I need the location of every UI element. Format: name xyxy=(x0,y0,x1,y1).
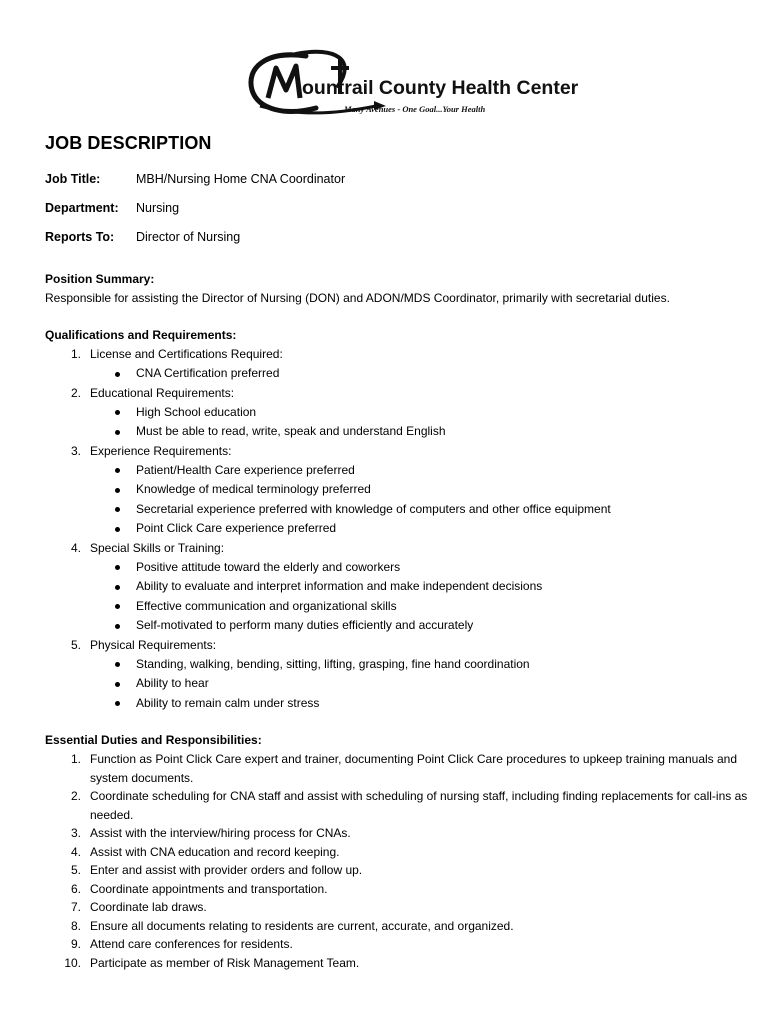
item-number: 1. xyxy=(70,752,81,766)
qualification-item xyxy=(45,636,760,714)
duties-list xyxy=(45,750,760,972)
logo-tagline: Many Avenues - One Goal...Your Health xyxy=(344,104,486,114)
field-value: Director of Nursing xyxy=(136,230,241,244)
bullet-list xyxy=(45,403,760,442)
bullet-item xyxy=(45,616,760,636)
item-number: 9. xyxy=(70,937,81,951)
bullet-text: CNA Certification preferred xyxy=(136,366,280,380)
duty-item xyxy=(45,880,760,899)
bullet-item xyxy=(45,674,760,694)
item-text: Coordinate lab draws. xyxy=(90,900,207,914)
item-text: Assist with the interview/hiring process for CNAs. xyxy=(90,826,351,840)
bullet-item xyxy=(45,500,760,520)
field-label: Department: xyxy=(45,201,119,215)
qualifications-list xyxy=(45,345,760,713)
bullet-item xyxy=(45,519,760,539)
bullet-icon xyxy=(115,682,120,687)
bullet-item xyxy=(45,694,760,714)
item-text: Attend care conferences for residents. xyxy=(90,937,293,951)
item-number: 3. xyxy=(70,443,81,458)
bullet-text: Ability to remain calm under stress xyxy=(136,695,320,710)
item-text: Ensure all documents relating to residents are current, accurate, and organized. xyxy=(90,918,514,933)
bullet-text: Knowledge of medical terminology preferred xyxy=(136,482,371,496)
duty-item xyxy=(45,787,760,824)
duty-item xyxy=(45,750,760,787)
item-text: Assist with CNA education and record keeping. xyxy=(90,844,340,859)
bullet-icon xyxy=(115,624,120,629)
bullet-icon xyxy=(115,430,120,435)
item-number: 2. xyxy=(70,789,81,803)
logo-graphic xyxy=(246,46,579,118)
bullet-text: Ability to evaluate and interpret information and make independent decisions xyxy=(136,579,543,593)
item-number: 7. xyxy=(70,900,81,914)
bullet-text: Point Click Care experience preferred xyxy=(136,521,337,535)
item-text: Coordinate scheduling for CNA staff and assist with scheduling of nursing staff, including finding replacements for call-ins as needed. xyxy=(90,789,748,822)
bullet-item xyxy=(45,558,760,578)
item-number: 10. xyxy=(64,955,81,970)
item-number: 4. xyxy=(70,844,81,859)
item-text: Participate as member of Risk Management Team. xyxy=(90,955,360,970)
bullet-text: Standing, walking, bending, sitting, lifting, grasping, fine hand coordination xyxy=(136,656,530,671)
item-text: Coordinate appointments and transportation. xyxy=(90,881,328,896)
field-label: Job Title: xyxy=(45,172,101,186)
item-number: 1. xyxy=(70,347,81,361)
item-text: Experience Requirements: xyxy=(90,443,232,458)
item-number: 3. xyxy=(70,826,81,840)
bullet-text: Ability to hear xyxy=(136,676,209,690)
bullet-icon xyxy=(115,507,120,512)
duty-item xyxy=(45,954,760,973)
item-number: 8. xyxy=(70,918,81,933)
bullet-icon xyxy=(115,701,120,706)
item-number: 2. xyxy=(70,385,81,400)
duty-item xyxy=(45,843,760,862)
position-summary-title: Position Summary: xyxy=(45,272,155,286)
item-number: 6. xyxy=(70,881,81,896)
bullet-text: High School education xyxy=(136,404,257,419)
duties-title: Essential Duties and Responsibilities: xyxy=(45,733,262,747)
bullet-icon xyxy=(115,488,120,493)
item-text: Educational Requirements: xyxy=(90,385,235,400)
bullet-list xyxy=(45,364,760,384)
item-number: 5. xyxy=(70,863,81,877)
item-number: 5. xyxy=(70,637,81,652)
bullet-item xyxy=(45,655,760,675)
bullet-item xyxy=(45,461,760,481)
item-text: License and Certifications Required: xyxy=(90,347,283,361)
qualification-item xyxy=(45,539,760,636)
bullet-item xyxy=(45,422,760,442)
bullet-text: Must be able to read, write, speak and understand English xyxy=(136,424,446,438)
bullet-list xyxy=(45,558,760,636)
bullet-text: Effective communication and organizational skills xyxy=(136,598,397,613)
item-text: Physical Requirements: xyxy=(90,637,217,652)
bullet-icon xyxy=(115,585,120,590)
bullet-item xyxy=(45,364,760,384)
bullet-icon xyxy=(115,604,120,609)
bullet-text: Positive attitude toward the elderly and coworkers xyxy=(136,559,401,574)
field-value: Nursing xyxy=(136,201,180,215)
bullet-icon xyxy=(115,410,120,415)
qualifications-title: Qualifications and Requirements: xyxy=(45,328,237,342)
bullet-list xyxy=(45,461,760,539)
bullet-list xyxy=(45,655,760,714)
bullet-item xyxy=(45,403,760,423)
field-label: Reports To: xyxy=(45,230,115,244)
bullet-text: Secretarial experience preferred with knowledge of computers and other office equipment xyxy=(136,501,611,516)
duty-item xyxy=(45,917,760,936)
duty-item xyxy=(45,898,760,917)
qualification-item xyxy=(45,384,760,442)
bullet-text: Self-motivated to perform many duties efficiently and accurately xyxy=(136,618,474,632)
document-heading: JOB DESCRIPTION xyxy=(45,133,212,153)
bullet-icon xyxy=(115,565,120,570)
bullet-icon xyxy=(115,468,120,473)
duty-item xyxy=(45,861,760,880)
item-text: Function as Point Click Care expert and trainer, documenting Point Click Care procedures to upkeep training manuals and system documents. xyxy=(90,752,738,785)
item-number: 4. xyxy=(70,540,81,555)
item-text: Enter and assist with provider orders and follow up. xyxy=(90,863,363,877)
qualification-item xyxy=(45,345,760,384)
qualification-item xyxy=(45,442,760,539)
item-text: Special Skills or Training: xyxy=(90,540,225,555)
bullet-icon xyxy=(115,527,120,532)
organization-logo xyxy=(246,46,579,118)
duty-item xyxy=(45,935,760,954)
duty-item xyxy=(45,824,760,843)
bullet-icon xyxy=(115,662,120,667)
position-summary-text: Responsible for assisting the Director of Nursing (DON) and ADON/MDS Coordinator, primarily with secretarial duties. xyxy=(45,291,670,305)
bullet-icon xyxy=(115,372,120,377)
bullet-item xyxy=(45,597,760,617)
bullet-item xyxy=(45,480,760,500)
field-value: MBH/Nursing Home CNA Coordinator xyxy=(136,172,346,186)
logo-name: ountrail County Health Center xyxy=(302,77,579,99)
bullet-text: Patient/Health Care experience preferred xyxy=(136,462,355,477)
bullet-item xyxy=(45,577,760,597)
